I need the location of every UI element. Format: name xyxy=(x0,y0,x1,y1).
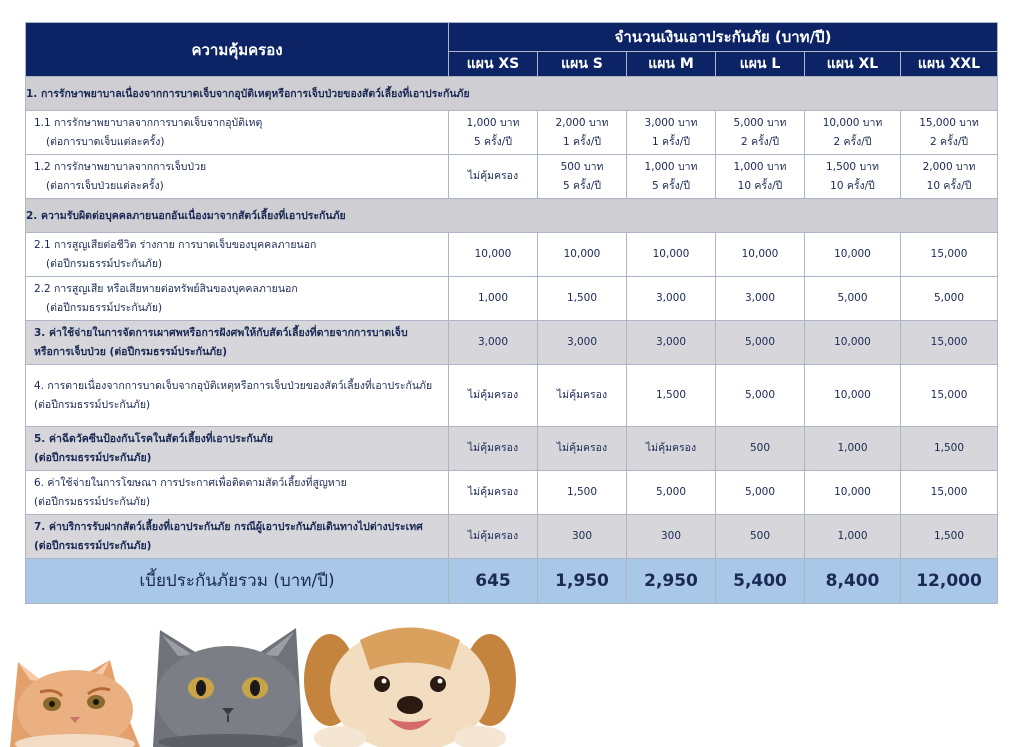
plan-value: 1,500 xyxy=(933,530,965,542)
plan-value-cell xyxy=(538,515,627,559)
plan-value-cell xyxy=(901,515,998,559)
total-premium-label: เบี้ยประกันภัยรวม (บาท/ปี) xyxy=(26,559,449,604)
coverage-row xyxy=(26,471,998,515)
plan-value: 5,000 xyxy=(655,486,687,498)
coverage-name: 1.2 การรักษาพยาบาลจากการเจ็บป่วย xyxy=(34,160,207,173)
plan-value: 10 ครั้ง/ปี xyxy=(830,179,875,192)
plan-value: 500 บาท xyxy=(560,160,604,173)
coverage-row xyxy=(26,515,998,559)
coverage-note: (ต่อปีกรมธรรม์ประกันภัย) xyxy=(46,257,163,270)
total-premium-value: 12,000 xyxy=(901,559,998,604)
plan-value: 2 ครั้ง/ปี xyxy=(833,135,872,148)
plan-xs-header: แผน XS xyxy=(449,52,538,77)
plan-value-cell xyxy=(538,233,627,277)
plan-value-cell xyxy=(627,111,716,155)
plan-value: 10 ครั้ง/ปี xyxy=(737,179,783,192)
coverage-row xyxy=(26,365,998,427)
coverage-note: (ต่อปีกรมธรรม์ประกันภัย) xyxy=(46,301,163,314)
plan-value: 5,000 xyxy=(744,486,776,498)
plan-value: 10,000 xyxy=(563,248,601,260)
plan-value-cell xyxy=(538,365,627,427)
plan-value-cell xyxy=(901,365,998,427)
plan-value-cell xyxy=(538,321,627,365)
plan-xxl-header: แผน XXL xyxy=(901,52,998,77)
plan-value: ไม่คุ้มครอง xyxy=(556,389,608,401)
plan-value-cell xyxy=(449,233,538,277)
coverage-name: 4. การตายเนื่องจากการบาดเจ็บจากอุบัติเหตุหรือการเจ็บป่วยของสัตว์เลี้ยงที่เอาประกันภัย xyxy=(34,379,433,392)
plan-value: 3,000 xyxy=(744,292,776,304)
total-premium-row xyxy=(26,559,998,604)
plan-value: 500 xyxy=(749,530,771,542)
coverage-row xyxy=(26,155,998,199)
coverage-description xyxy=(26,233,449,277)
plan-value-cell xyxy=(901,277,998,321)
coverage-description xyxy=(26,471,449,515)
plan-value: 300 xyxy=(660,530,682,542)
plan-value: 15,000 xyxy=(930,336,968,348)
plan-value: 1,000 บาท xyxy=(644,160,698,173)
plan-value-cell xyxy=(716,111,805,155)
plan-value: 2 ครั้ง/ปี xyxy=(930,135,969,148)
coverage-note: หรือการเจ็บป่วย (ต่อปีกรมธรรม์ประกันภัย) xyxy=(34,345,228,358)
coverage-description xyxy=(26,427,449,471)
total-premium-value: 645 xyxy=(449,559,538,604)
plan-value: 2,000 บาท xyxy=(922,160,976,173)
plan-value: 1,500 xyxy=(566,486,598,498)
coverage-name: 7. ค่าบริการรับฝากสัตว์เลี้ยงที่เอาประกันภัย กรณีผู้เอาประกันภัยเดินทางไปต่างประเทศ xyxy=(34,520,423,533)
plan-value: 5,000 xyxy=(744,336,776,348)
plan-value: 2 ครั้ง/ปี xyxy=(740,135,779,148)
section-header-row xyxy=(26,199,998,233)
plan-value-cell xyxy=(901,155,998,199)
sum-insured-header: จำนวนเงินเอาประกันภัย (บาท/ปี) xyxy=(449,23,998,52)
coverage-description xyxy=(26,515,449,559)
plan-value-cell xyxy=(805,277,901,321)
coverage-description xyxy=(26,277,449,321)
plan-value-cell xyxy=(716,277,805,321)
plan-value-cell xyxy=(716,321,805,365)
plan-value-cell xyxy=(538,111,627,155)
coverage-row xyxy=(26,427,998,471)
section-title: 1. การรักษาพยาบาลเนื่องจากการบาดเจ็บจากอุบัติเหตุหรือการเจ็บป่วยของสัตว์เลี้ยงที่เอาประกันภัย xyxy=(26,77,998,111)
plan-value: ไม่คุ้มครอง xyxy=(467,389,519,401)
plan-value: 10,000 xyxy=(652,248,690,260)
total-premium-value: 1,950 xyxy=(538,559,627,604)
coverage-name: 3. ค่าใช้จ่ายในการจัดการเผาศพหรือการฝังศพให้กับสัตว์เลี้ยงที่ตายจากการบาดเจ็บ xyxy=(34,326,408,339)
plan-value-cell xyxy=(805,111,901,155)
plan-value: 1,500 xyxy=(933,442,965,454)
plan-value-cell xyxy=(901,233,998,277)
plan-value: 5 ครั้ง/ปี xyxy=(473,135,512,148)
plan-value-cell xyxy=(716,233,805,277)
plan-value-cell xyxy=(449,471,538,515)
plan-value-cell xyxy=(716,155,805,199)
plan-value: 3,000 xyxy=(477,336,509,348)
plan-m-header: แผน M xyxy=(627,52,716,77)
plan-value-cell xyxy=(805,321,901,365)
plan-value: 10,000 xyxy=(474,248,512,260)
plan-value-cell xyxy=(449,277,538,321)
plan-value-cell xyxy=(805,471,901,515)
plan-value-cell xyxy=(449,155,538,199)
coverage-name: 2.2 การสูญเสีย หรือเสียหายต่อทรัพย์สินของบุคคลภายนอก xyxy=(34,282,298,295)
plan-value: 5,000 xyxy=(837,292,868,304)
plan-value-cell xyxy=(805,155,901,199)
plan-value: 3,000 บาท xyxy=(644,116,698,129)
plan-value: 1 ครั้ง/ปี xyxy=(562,135,601,148)
plan-value: 1,500 xyxy=(655,389,687,401)
plan-value: 10 ครั้ง/ปี xyxy=(926,179,972,192)
coverage-header: ความคุ้มครอง xyxy=(26,23,449,77)
plan-value-cell xyxy=(449,111,538,155)
plan-value: 15,000 xyxy=(930,486,968,498)
plan-value-cell xyxy=(538,155,627,199)
plan-l-header: แผน L xyxy=(716,52,805,77)
plan-value-cell xyxy=(538,471,627,515)
plan-value: 5 ครั้ง/ปี xyxy=(562,179,601,192)
plan-value-cell xyxy=(716,471,805,515)
plan-value: ไม่คุ้มครอง xyxy=(467,486,519,498)
coverage-name: 5. ค่าฉีดวัคซีนป้องกันโรคในสัตว์เลี้ยงที่เอาประกันภัย xyxy=(34,432,273,445)
plan-value-cell xyxy=(901,471,998,515)
plan-value: 15,000 บาท xyxy=(919,116,979,129)
plan-xl-header: แผน XL xyxy=(805,52,901,77)
plan-value-cell xyxy=(449,515,538,559)
plan-value: 500 xyxy=(749,442,771,454)
coverage-description xyxy=(26,365,449,427)
plan-s-header: แผน S xyxy=(538,52,627,77)
plan-value-cell xyxy=(805,233,901,277)
plan-value: 5,000 xyxy=(744,389,776,401)
coverage-note: (ต่อการเจ็บป่วยแต่ละครั้ง) xyxy=(46,179,164,192)
plan-value-cell xyxy=(627,471,716,515)
coverage-note: (ต่อการบาดเจ็บแต่ละครั้ง) xyxy=(46,135,165,148)
coverage-row xyxy=(26,233,998,277)
plan-value-cell xyxy=(716,365,805,427)
plan-value: 1,000 xyxy=(837,442,868,454)
plan-value-cell xyxy=(901,427,998,471)
plan-value-cell xyxy=(716,427,805,471)
coverage-row xyxy=(26,277,998,321)
orange-kitten-image xyxy=(0,622,150,747)
plan-value: ไม่คุ้มครอง xyxy=(467,530,519,542)
plan-value: 3,000 xyxy=(655,336,687,348)
coverage-note: (ต่อปีกรมธรรม์ประกันภัย) xyxy=(34,495,151,508)
plan-value-cell xyxy=(538,277,627,321)
plan-value-cell xyxy=(805,427,901,471)
coverage-note: (ต่อปีกรมธรรม์ประกันภัย) xyxy=(34,398,151,411)
plan-value: 3,000 xyxy=(655,292,687,304)
coverage-name: 1.1 การรักษาพยาบาลจากการบาดเจ็บจากอุบัติเหตุ xyxy=(34,116,263,129)
coverage-row xyxy=(26,111,998,155)
plan-value: 1 ครั้ง/ปี xyxy=(651,135,690,148)
section-header-row xyxy=(26,77,998,111)
plan-value: 15,000 xyxy=(930,248,968,260)
plan-value: 5,000 xyxy=(933,292,965,304)
plan-value: 15,000 xyxy=(930,389,968,401)
plan-value: 10,000 xyxy=(834,486,871,498)
plan-value-cell xyxy=(805,365,901,427)
plan-value: 300 xyxy=(571,530,593,542)
plan-value-cell xyxy=(627,233,716,277)
total-premium-value: 2,950 xyxy=(627,559,716,604)
coverage-note: (ต่อปีกรมธรรม์ประกันภัย) xyxy=(34,451,152,464)
plan-value-cell xyxy=(901,111,998,155)
coverage-name: 6. ค่าใช้จ่ายในการโฆษณา การประกาศเพื่อติดตามสัตว์เลี้ยงที่สูญหาย xyxy=(34,476,347,489)
plan-value: 10,000 xyxy=(834,389,871,401)
plan-value: 10,000 xyxy=(834,336,871,348)
section-title: 2. ความรับผิดต่อบุคคลภายนอกอันเนื่องมาจากสัตว์เลี้ยงที่เอาประกันภัย xyxy=(26,199,998,233)
plan-value: 3,000 xyxy=(566,336,598,348)
total-premium-value: 5,400 xyxy=(716,559,805,604)
plan-value-cell xyxy=(449,365,538,427)
plan-value: 1,000 xyxy=(837,530,868,542)
plan-value-cell xyxy=(627,277,716,321)
plan-value: 5,000 บาท xyxy=(733,116,787,129)
plan-value: 10,000 บาท xyxy=(822,116,883,129)
coverage-table xyxy=(25,22,998,604)
puppy-image xyxy=(300,610,520,747)
plan-value: ไม่คุ้มครอง xyxy=(467,442,519,454)
coverage-note: (ต่อปีกรมธรรม์ประกันภัย) xyxy=(34,539,152,552)
plan-value-cell xyxy=(627,365,716,427)
plan-value-cell xyxy=(627,427,716,471)
plan-value: 1,500 บาท xyxy=(826,160,879,173)
coverage-description xyxy=(26,111,449,155)
coverage-row xyxy=(26,321,998,365)
plan-value: ไม่คุ้มครอง xyxy=(645,442,697,454)
plan-value-cell xyxy=(449,321,538,365)
plan-value-cell xyxy=(627,155,716,199)
total-premium-value: 8,400 xyxy=(805,559,901,604)
plan-value: ไม่คุ้มครอง xyxy=(467,170,519,182)
plan-value-cell xyxy=(627,321,716,365)
plan-value: 1,000 บาท xyxy=(733,160,787,173)
plan-value-cell xyxy=(901,321,998,365)
plan-value: ไม่คุ้มครอง xyxy=(556,442,608,454)
plan-value: 5 ครั้ง/ปี xyxy=(651,179,690,192)
grey-kitten-image xyxy=(138,600,318,747)
plan-value-cell xyxy=(627,515,716,559)
coverage-description xyxy=(26,321,449,365)
plan-value: 1,000 xyxy=(477,292,509,304)
plan-value-cell xyxy=(805,515,901,559)
plan-value: 10,000 xyxy=(834,248,871,260)
plan-value: 1,000 บาท xyxy=(466,116,520,129)
plan-value: 10,000 xyxy=(741,248,779,260)
plan-value-cell xyxy=(538,427,627,471)
plan-value: 2,000 บาท xyxy=(555,116,609,129)
plan-value-cell xyxy=(449,427,538,471)
plan-value-cell xyxy=(716,515,805,559)
coverage-name: 2.1 การสูญเสียต่อชีวิต ร่างกาย การบาดเจ็บของบุคคลภายนอก xyxy=(34,238,317,251)
coverage-description xyxy=(26,155,449,199)
plan-value: 1,500 xyxy=(566,292,598,304)
